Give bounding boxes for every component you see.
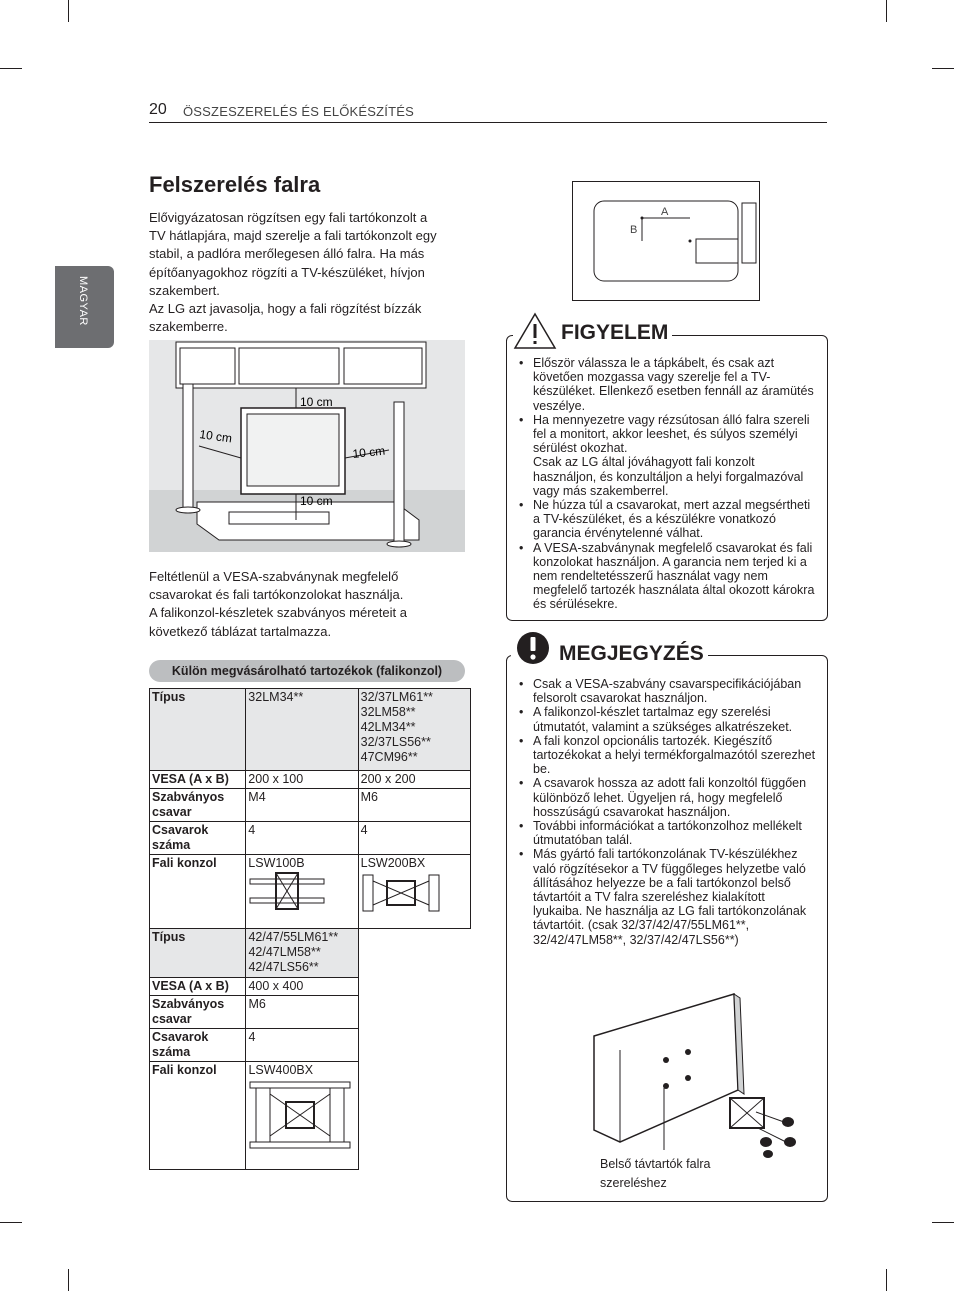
vesa-line: következő táblázat tartalmazza.	[149, 623, 332, 639]
bracket-model: LSW200BX	[360, 856, 426, 870]
spacer-caption	[600, 1155, 710, 1193]
type-value: 42/47/55LM61** 42/47LM58** 42/47LS56**	[246, 929, 359, 978]
vesa-text	[149, 568, 407, 641]
vesa-line: csavarokat és fali tartókonzolokat használja.	[149, 587, 404, 603]
intro-line: szakembert.	[149, 282, 220, 298]
label-count: Csavarok száma	[150, 1029, 246, 1062]
note-item: • A fali konzol opcionális tartozék. Kiegészítő tartozékokat a helyi termékforgalmazótól szerezhet be.	[517, 734, 817, 777]
warning-triangle-icon	[513, 312, 557, 350]
intro-line: Az LG azt javasolja, hogy a fali rögzítést bízzák	[149, 301, 422, 317]
crop-mark	[886, 1269, 887, 1291]
caution-item: • A VESA-szabványnak megfelelő csavarokat és fali konzolokat használjon. A garancia nem terjed ki a nem rendeltetésszerű használat vagy nem megfelelő tartozék használata által okozott károkra és sérülésekre.	[517, 541, 815, 612]
label-type: Típus	[150, 689, 246, 771]
screw-value: M4	[246, 789, 358, 822]
label-screw: Szabványos csavar	[150, 996, 246, 1029]
page-number: 20	[149, 101, 167, 118]
label-count: Csavarok száma	[150, 822, 246, 855]
label-vesa: VESA (A x B)	[150, 978, 246, 996]
count-value: 4	[246, 822, 358, 855]
note-exclamation-icon	[511, 630, 555, 668]
caution-item: • Ne húzza túl a csavarokat, mert azzal megsértheti a TV-készüléket, és a készülékre vonatkozó garancia érvénytelenné válhat.	[517, 498, 815, 541]
screw-value: M6	[246, 996, 359, 1029]
caution-item: • Először válassza le a tápkábelt, és csak azt követően mozgassa vagy szerelje fel a TV-készüléket. Ellenkező esetben fennáll az áramütés veszélye.	[517, 356, 815, 413]
bracket-cell	[246, 1062, 359, 1170]
note-list	[517, 677, 817, 947]
caution-list	[517, 356, 815, 612]
bracket-cell	[246, 855, 358, 929]
spacer-caption-line: szereléshez	[600, 1176, 667, 1190]
dim-b-label: B	[630, 224, 638, 236]
bracket-cell	[358, 855, 470, 929]
crop-mark	[886, 0, 887, 22]
type-value: 32/37LM61** 32LM58** 42LM34** 32/37LS56** 47CM96**	[358, 689, 470, 771]
crop-mark	[68, 1269, 69, 1291]
label-vesa: VESA (A x B)	[150, 771, 246, 789]
spacer-caption-line: Belső távtartók falra	[600, 1157, 711, 1171]
note-title: MEGJEGYZÉS	[555, 642, 708, 666]
tv-back-diagram	[572, 181, 760, 301]
clearance-bottom-label: 10 cm	[300, 494, 333, 508]
intro-line: szakemberre.	[149, 319, 228, 335]
label-bracket: Fali konzol	[150, 855, 246, 929]
intro-line: stabil, a padlóra merőlegesen álló falra. Ha más	[149, 246, 425, 262]
vesa-line: A falikonzol-készletek szabványos méreteit a	[149, 605, 407, 621]
count-value: 4	[246, 1029, 359, 1062]
language-tab	[55, 266, 114, 348]
note-item: • Csak a VESA-szabvány csavarspecifikációjában felsorolt csavarokat használjon.	[517, 677, 817, 705]
note-item: • A csavarok hossza az adott fali konzoltól függően különböző lehet. Ügyeljen rá, hogy megfelelő hosszúságú csavarokat használjon.	[517, 776, 817, 819]
clearance-right-label: 10 cm	[351, 443, 386, 461]
note-item: • Más gyártó fali tartókonzolának TV-készülékhez való rögzítésekor a TV függőleges helyzetbe való állításához helyezze be a fali tartókonzol belső távtartóit a TV falra szereléshez kialakított lyukaiba. Ne használja az LG fali tartókonzolának távtartóit. (csak 32/37/42/47/55LM61**, 32/42/47LM58**, 32/37/42/47LS56**)	[517, 847, 817, 946]
label-type: Típus	[150, 929, 246, 978]
dim-a-label: A	[661, 206, 669, 218]
caution-item: • Ha mennyezetre vagy rézsútosan álló falra szereli fel a monitort, akkor leeshet, és súlyos személyi sérülést okozhat. Csak az LG által jóváhagyott fali konzolt használjon, és konzultáljon a helyi forgalmazóval vagy más szakemberrel.	[517, 413, 815, 498]
intro-line: Elővigyázatosan rögzítsen egy fali tartókonzolt a	[149, 210, 428, 225]
crop-mark	[932, 1222, 954, 1223]
note-item: • További információkat a tartókonzolhoz mellékelt útmutatóban talál.	[517, 819, 817, 847]
vesa-value: 200 x 200	[358, 771, 470, 789]
crop-mark	[68, 0, 69, 22]
bracket-model: LSW100B	[248, 856, 305, 870]
type-value: 32LM34**	[246, 689, 358, 771]
language-tab-label: MAGYAR	[77, 276, 89, 326]
crop-mark	[0, 68, 22, 69]
table-caption: Külön megvásárolható tartozékok (falikonzol)	[149, 660, 465, 682]
header-rule	[149, 122, 827, 123]
crop-mark	[932, 68, 954, 69]
bracket-model: LSW400BX	[248, 1063, 314, 1077]
vesa-value: 200 x 100	[246, 771, 358, 789]
intro-text	[149, 209, 437, 336]
bracket-lsw200bx-icon	[361, 871, 441, 915]
vesa-value: 400 x 400	[246, 978, 359, 996]
page-title: Felszerelés falra	[149, 172, 321, 197]
crop-mark	[0, 1222, 22, 1223]
spacer-illustration	[590, 990, 810, 1160]
intro-line: építőanyagokhoz rögzíti a TV-készüléket, hívjon	[149, 264, 425, 280]
clearance-left-label: 10 cm	[198, 427, 233, 446]
spec-table-2	[149, 928, 359, 1170]
spec-table-1	[149, 688, 471, 929]
label-bracket: Fali konzol	[150, 1062, 246, 1170]
screw-value: M6	[358, 789, 470, 822]
label-screw: Szabványos csavar	[150, 789, 246, 822]
note-item: • A falikonzol-készlet tartalmaz egy szerelési útmutatót, valamint a szükséges alkatrészeket.	[517, 705, 817, 733]
section-title: ÖSSZESZERELÉS ÉS ELŐKÉSZÍTÉS	[183, 104, 415, 119]
bracket-lsw100b-icon	[248, 871, 326, 911]
vesa-line: Feltétlenül a VESA-szabványnak megfelelő	[149, 569, 399, 584]
count-value: 4	[358, 822, 470, 855]
intro-line: TV hátlapjára, majd szerelje a fali tartókonzolt egy	[149, 228, 437, 244]
clearance-top-label: 10 cm	[300, 395, 333, 409]
caution-title: FIGYELEM	[557, 321, 672, 345]
bracket-lsw400bx-icon	[248, 1078, 352, 1156]
clearance-illustration	[149, 340, 465, 552]
